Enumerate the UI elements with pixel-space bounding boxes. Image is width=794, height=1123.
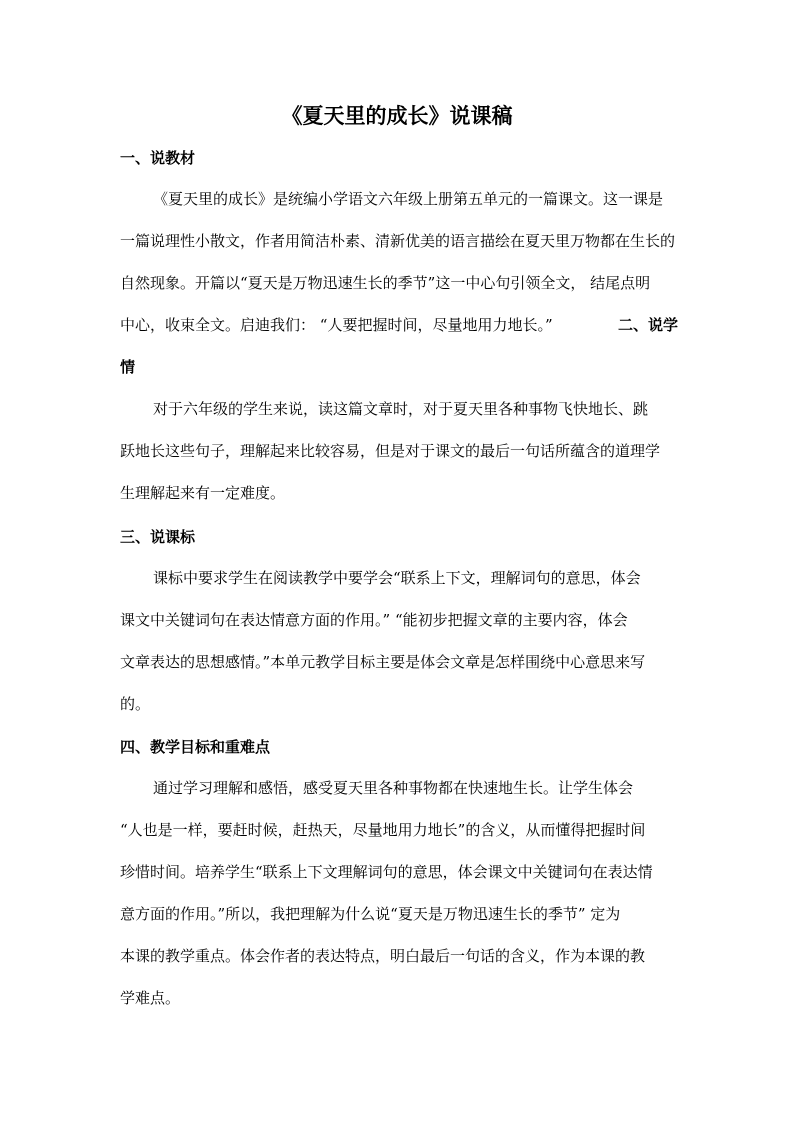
paragraph-line: 对于六年级的学生来说，读这篇文章时，对于夏天里各种事物飞快地长、跳 xyxy=(153,400,649,418)
paragraph-line: 生理解起来有一定难度。 xyxy=(120,484,286,502)
paragraph-line: “人也是一样，要赶时候，赶热天，尽量地用力地长”的含义，从而懂得把握时间 xyxy=(120,821,646,839)
paragraph-line: 课文中关键词句在表达情意方面的作用。” “能初步把握文章的主要内容，体会 xyxy=(120,611,628,629)
paragraph-line: 《夏天里的成长》是统编小学语文六年级上册第五单元的一篇课文。这一课是 xyxy=(153,190,664,208)
paragraph-line: 一篇说理性小散文，作者用简洁朴素、清新优美的语言描绘在夏天里万物都在生长的 xyxy=(120,232,676,250)
section-heading-teaching-material: 一、说教材 xyxy=(120,149,196,167)
paragraph-line-text: 中心，收束全文。启迪我们： “人要把握时间，尽量地用力地长。” xyxy=(120,316,553,334)
paragraph-line: 通过学习理解和感悟，感受夏天里各种事物都在快速地生长。让学生体会 xyxy=(153,779,634,797)
paragraph-line: 珍惜时间。培养学生“联系上下文理解词句的意思，体会课文中关键词句在表达情 xyxy=(120,863,653,881)
section-heading-curriculum-standard: 三、说课标 xyxy=(120,528,196,546)
paragraph-line: 意方面的作用。”所以，我把理解为什么说“夏天是万物迅速生长的季节” 定为 xyxy=(120,905,621,923)
paragraph-line: 课标中要求学生在阅读教学中要学会“联系上下文，理解词句的意思，体会 xyxy=(153,569,641,587)
paragraph-line xyxy=(120,315,678,335)
paragraph-line: 的。 xyxy=(120,695,151,713)
section-heading-teaching-goals: 四、教学目标和重难点 xyxy=(120,738,271,756)
page-title: 《夏天里的成长》说课稿 xyxy=(281,103,513,128)
paragraph-line: 本课的教学重点。体会作者的表达特点，明白最后一句话的含义，作为本课的教 xyxy=(120,947,646,965)
paragraph-line: 跃地长这些句子，理解起来比较容易，但是对于课文的最后一句话所蕴含的道理学 xyxy=(120,442,661,460)
section-heading-student-situation: 二、说学 xyxy=(617,316,678,334)
paragraph-line: 学难点。 xyxy=(120,989,181,1007)
section-heading-student-situation-continued: 情 xyxy=(120,358,136,376)
paragraph-line: 文章表达的思想感情。”本单元教学目标主要是体会文章是怎样围绕中心意思来写 xyxy=(120,653,646,671)
paragraph-line: 自然现象。开篇以“夏天是万物迅速生长的季节”这一中心句引领全文， 结尾点明 xyxy=(120,274,651,292)
